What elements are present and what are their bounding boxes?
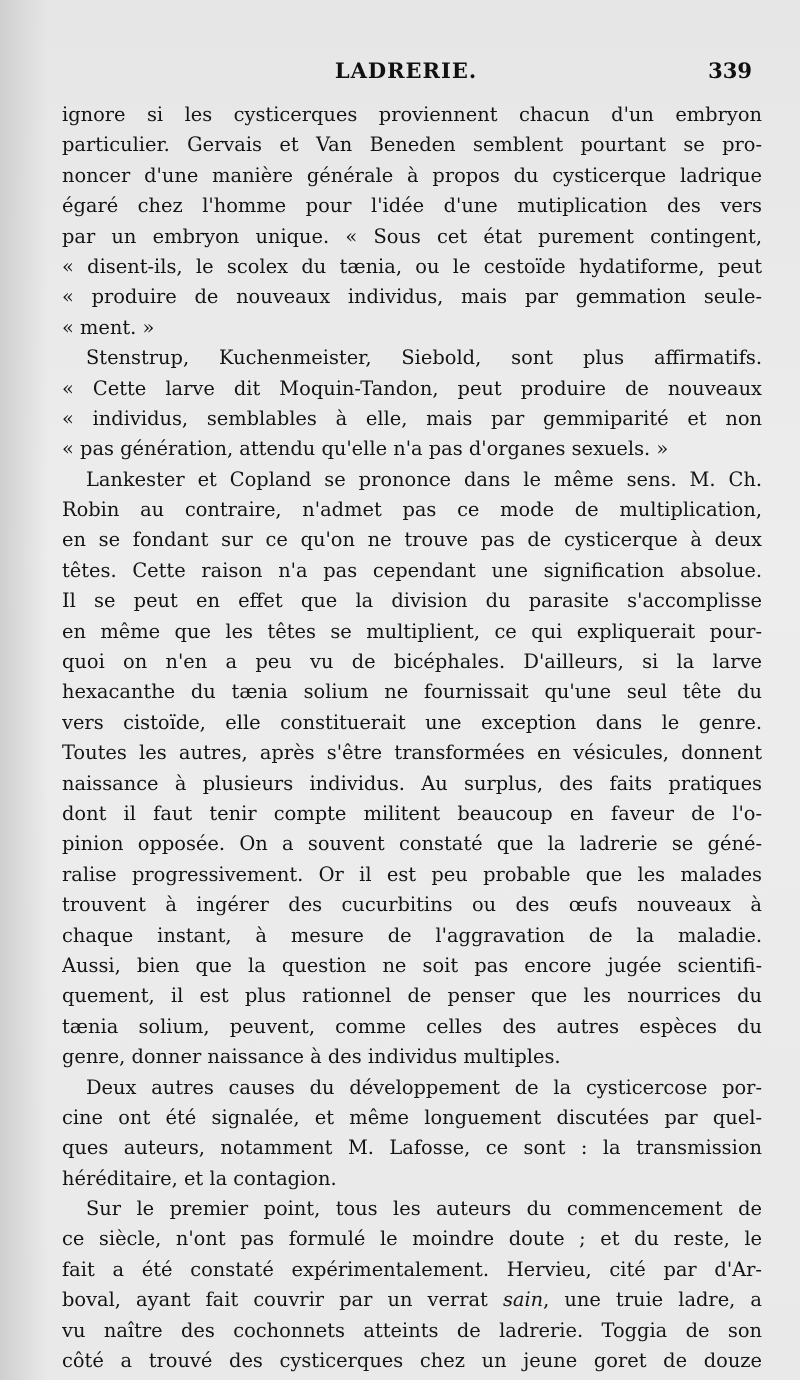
text-line: Deux autres causes du développement de la cysticercose por-	[86, 1075, 762, 1099]
text-line: Toutes les autres, après s'être transformées en vésicules, donnent	[62, 741, 762, 765]
text-line: vers cistoïde, elle constituerait une exception dans le genre.	[62, 710, 762, 734]
text-line: vu naître des cochonnets atteints de ladrerie. Toggia de son	[62, 1318, 762, 1342]
text-line: égaré chez l'homme pour l'idée d'une mutiplication des vers	[62, 194, 762, 218]
text-line: chaque instant, à mesure de l'aggravation de la maladie.	[62, 923, 762, 947]
text-line: Sur le premier point, tous les auteurs du commencement de	[86, 1197, 762, 1221]
text-line: cine ont été signalée, et même longuement discutées par quel-	[62, 1105, 762, 1129]
body-text	[62, 100, 762, 1376]
text-line: tænia solium, peuvent, comme celles des autres espèces du	[62, 1014, 762, 1038]
running-head	[60, 58, 752, 88]
text-line	[62, 1285, 762, 1315]
text-line: particulier. Gervais et Van Beneden semblent pourtant se pro-	[62, 133, 762, 157]
text-line: naissance à plusieurs individus. Au surplus, des faits pratiques	[62, 771, 762, 795]
text-line: « disent-ils, le scolex du tænia, ou le cestoïde hydatiforme, peut	[62, 254, 762, 278]
text-line: héréditaire, et la contagion.	[62, 1166, 337, 1190]
text-line: en se fondant sur ce qu'on ne trouve pas de cysticerque à deux	[62, 528, 762, 552]
text-line: quement, il est plus rationnel de penser que les nourrices du	[62, 984, 762, 1008]
text-line: hexacanthe du tænia solium ne fournissait qu'une seul tête du	[62, 680, 762, 704]
italic-word: sain	[502, 1288, 544, 1312]
text-line: « pas génération, attendu qu'elle n'a pas d'organes sexuels. »	[62, 437, 669, 461]
text-line: côté a trouvé des cysticerques chez un jeune goret de douze	[62, 1349, 762, 1373]
text-line: trouvent à ingérer des cucurbitins ou des œufs nouveaux à	[62, 893, 762, 917]
text-line: quoi on n'en a peu vu de bicéphales. D'ailleurs, si la larve	[62, 650, 762, 674]
text-line: noncer d'une manière générale à propos du cysticerque ladrique	[62, 163, 762, 187]
text-line: fait a été constaté expérimentalement. Hervieu, cité par d'Ar-	[62, 1257, 762, 1281]
text-line: en même que les têtes se multiplient, ce qui expliquerait pour-	[62, 619, 762, 643]
text-line: ignore si les cysticerques proviennent chacun d'un embryon	[62, 103, 762, 126]
text-line: pinion opposée. On a souvent constaté que la ladrerie se géné-	[62, 832, 762, 856]
text-segment: , une truie ladre, a	[543, 1288, 762, 1312]
text-line: « produire de nouveaux individus, mais par gemmation seule-	[62, 285, 762, 309]
text-line: Il se peut en effet que la division du parasite s'accomplisse	[62, 589, 762, 613]
text-line: dont il faut tenir compte militent beaucoup en faveur de l'o-	[62, 801, 762, 825]
text-line: genre, donner naissance à des individus multiples.	[62, 1045, 561, 1069]
text-line: ce siècle, n'ont pas formulé le moindre doute ; et du reste, le	[62, 1227, 762, 1251]
text-line: par un embryon unique. « Sous cet état purement contingent,	[62, 224, 762, 248]
text-line: ques auteurs, notamment M. Lafosse, ce sont : la transmission	[62, 1136, 762, 1160]
text-line: « individus, semblables à elle, mais par gemmiparité et non	[62, 406, 762, 430]
text-line: têtes. Cette raison n'a pas cependant une signification absolue.	[62, 558, 762, 582]
text-segment: boval, ayant fait couvrir par un verrat	[62, 1288, 503, 1312]
page-number: 339	[708, 58, 752, 83]
text-line: ralise progressivement. Or il est peu probable que les malades	[62, 862, 762, 886]
text-line: Aussi, bien que la question ne soit pas encore jugée scientifi-	[62, 953, 762, 977]
running-title: LADRERIE.	[334, 58, 478, 83]
text-line: Robin au contraire, n'admet pas ce mode de multiplication,	[62, 498, 762, 522]
text-line: Lankester et Copland se prononce dans le même sens. M. Ch.	[86, 467, 762, 491]
text-line: « Cette larve dit Moquin-Tandon, peut produire de nouveaux	[62, 376, 762, 400]
text-line: « ment. »	[62, 315, 155, 339]
text-line: Stenstrup, Kuchenmeister, Siebold, sont plus affirmatifs.	[86, 346, 762, 370]
